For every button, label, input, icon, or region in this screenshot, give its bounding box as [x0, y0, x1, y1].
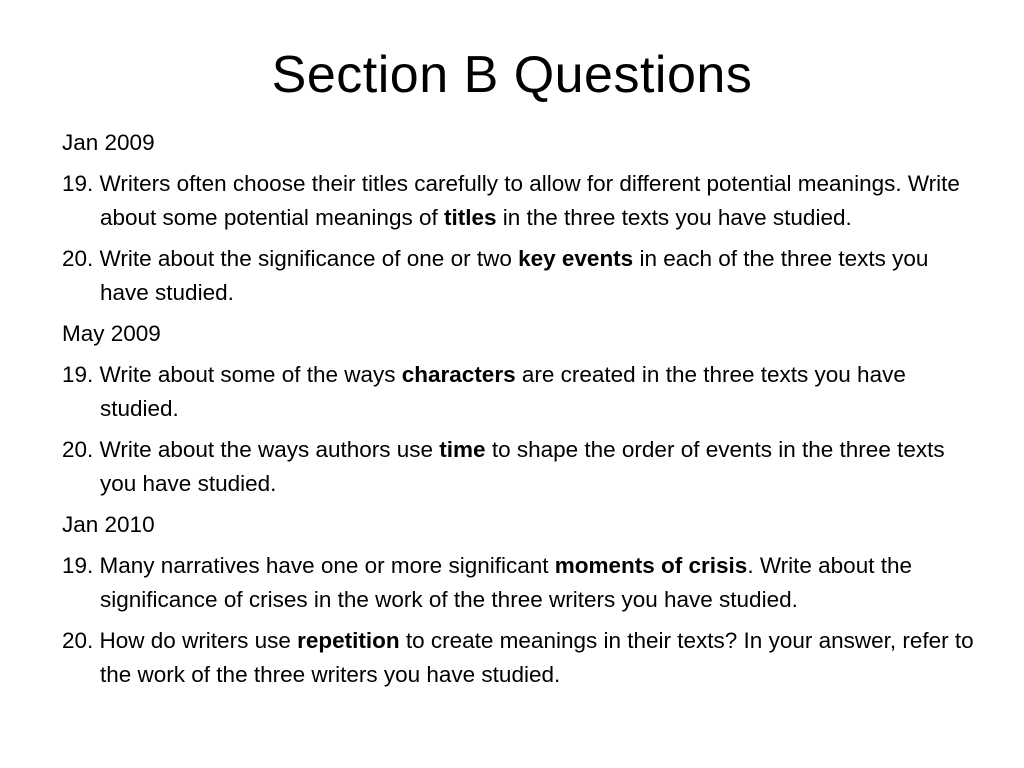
question-text: to shape the order of events in the three texts you have studied. [100, 437, 945, 496]
question-text: 19. Write about some of the ways [62, 362, 402, 387]
question-keyword: key events [518, 246, 634, 271]
question-text: are created in the three texts you have studied. [100, 362, 906, 421]
question-keyword: moments of crisis [554, 553, 748, 578]
question-may-2009-20 [62, 433, 982, 501]
question-may-2009-19 [62, 358, 982, 426]
question-text: 20. Write about the ways authors use [62, 437, 440, 462]
question-text: to create meanings in their texts? In your answer, refer to the work of the three writers you have studied. [100, 628, 974, 687]
question-text: 19. Writers often choose their titles carefully to allow for different potential meanings. Write about some potential meanings of [62, 171, 960, 230]
question-text: 20. How do writers use [62, 628, 298, 653]
question-keyword: titles [443, 205, 497, 230]
question-keyword: repetition [297, 628, 400, 653]
question-text: in the three texts you have studied. [496, 205, 852, 230]
question-text: . Write about the significance of crises in the work of the three writers you have studied. [100, 553, 912, 612]
question-jan-2010-19 [62, 549, 982, 617]
exam-date-jan-2010: Jan 2010 [62, 512, 155, 537]
question-jan-2009-19 [62, 167, 982, 235]
question-keyword: characters [401, 362, 516, 387]
exam-date-may-2009: May 2009 [62, 321, 161, 346]
slide-content [62, 126, 982, 699]
exam-date-jan-2009: Jan 2009 [62, 130, 155, 155]
question-jan-2009-20 [62, 242, 982, 310]
slide-title: Section B Questions [271, 46, 753, 104]
question-text: 20. Write about the significance of one or two [62, 246, 519, 271]
question-keyword: time [439, 437, 486, 462]
question-text: in each of the three texts you have studied. [100, 246, 929, 305]
question-jan-2010-20 [62, 624, 982, 692]
question-text: 19. Many narratives have one or more significant [62, 553, 555, 578]
